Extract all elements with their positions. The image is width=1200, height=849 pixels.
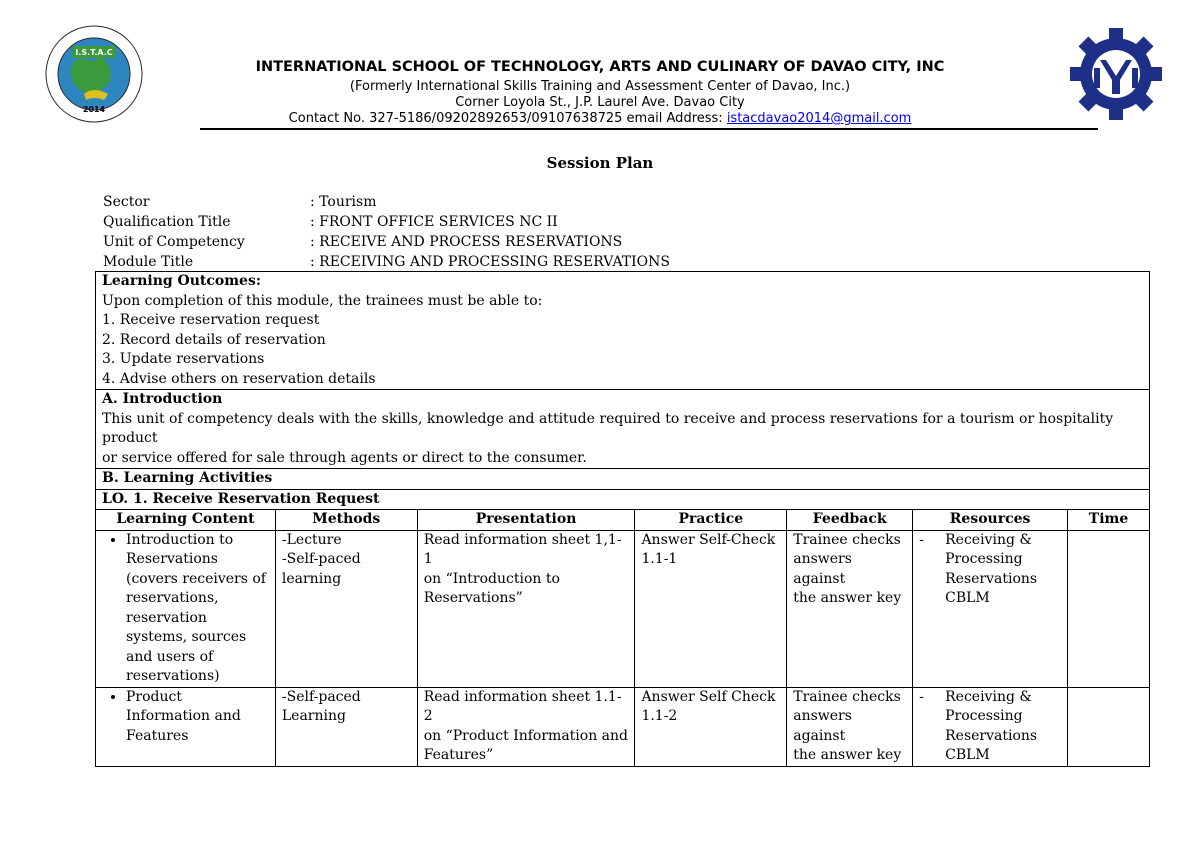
presentation-line: on “Product Information and — [423, 727, 628, 744]
resources-cell — [913, 687, 1068, 766]
introduction-heading: A. Introduction — [102, 391, 223, 407]
feedback-line: answers against — [793, 551, 852, 587]
logo-abbr-text: I.S.T.A.C — [75, 48, 113, 57]
content-line: reservations, — [126, 590, 219, 606]
logo-year-text: 2014 — [82, 105, 106, 114]
lo-heading-row — [96, 489, 1150, 510]
introduction-cell — [96, 390, 1150, 469]
resources-line: Receiving & — [945, 531, 1032, 548]
learning-outcomes-row — [96, 272, 1150, 390]
school-contact — [150, 111, 1050, 126]
page-title: Session Plan — [546, 154, 654, 172]
methods-line: -Self-paced — [281, 688, 361, 705]
methods-line: -Self-paced — [281, 551, 361, 567]
introduction-text: or service offered for sale through agents or direct to the consumer. — [102, 449, 587, 466]
resources-dash: - — [919, 688, 924, 705]
contact-text: Contact No. 327-5186/09202892653/09107638725 email Address: — [288, 111, 727, 126]
table-header-row — [96, 510, 1150, 531]
practice-line: Answer Self Check — [641, 688, 776, 705]
presentation-cell — [417, 530, 635, 687]
presentation-cell — [417, 687, 635, 766]
meta-value: : RECEIVE AND PROCESS RESERVATIONS — [310, 234, 623, 250]
column-header: Time — [1068, 510, 1150, 531]
learning-content-cell — [96, 530, 276, 687]
content-line: Information and — [126, 708, 241, 724]
column-header: Practice — [635, 510, 787, 531]
content-line: systems, sources — [126, 629, 247, 645]
column-header: Resources — [913, 510, 1068, 531]
column-header: Presentation — [417, 510, 635, 531]
methods-line: -Lecture — [281, 531, 342, 548]
table-row — [96, 687, 1150, 766]
feedback-line: the answer key — [793, 590, 902, 606]
school-formerly: (Formerly International Skills Training and Assessment Center of Davao, Inc.) — [349, 79, 851, 94]
feedback-line: answers against — [793, 708, 852, 744]
feedback-line: Trainee checks — [793, 688, 901, 705]
resources-line: Reservations — [945, 727, 1038, 744]
istac-logo-icon — [44, 24, 144, 124]
time-cell — [1068, 687, 1150, 766]
practice-line: 1.1-2 — [641, 708, 678, 724]
feedback-cell — [787, 687, 913, 766]
learning-outcomes-cell — [96, 272, 1150, 390]
outcome-item: 1. Receive reservation request — [102, 312, 320, 328]
introduction-text: This unit of competency deals with the skills, knowledge and attitude required to receive and process reservations for a tourism or hospitality product — [102, 410, 1114, 446]
learning-content-cell — [96, 687, 276, 766]
feedback-line: the answer key — [793, 747, 902, 763]
meta-key: Qualification Title — [103, 214, 231, 230]
methods-line: Learning — [281, 708, 346, 724]
content-line: Reservations — [126, 551, 218, 567]
content-line: (covers receivers of — [126, 570, 266, 587]
methods-cell — [275, 530, 417, 687]
methods-line: learning — [281, 570, 342, 587]
outcome-item: 3. Update reservations — [102, 351, 265, 367]
meta-value: : FRONT OFFICE SERVICES NC II — [310, 214, 558, 230]
practice-line: Answer Self-Check — [641, 531, 776, 548]
column-header: Feedback — [787, 510, 913, 531]
list-item — [126, 688, 269, 747]
content-line: reservation — [126, 609, 207, 626]
column-header: Learning Content — [96, 510, 276, 531]
school-name: INTERNATIONAL SCHOOL OF TECHNOLOGY, ARTS AND CULINARY OF DAVAO CITY, INC — [255, 59, 945, 75]
resources-line: CBLM — [945, 590, 990, 606]
resources-line: Reservations — [945, 570, 1038, 587]
methods-cell — [275, 687, 417, 766]
presentation-line: on “Introduction to — [423, 570, 560, 587]
meta-key: Sector — [103, 194, 150, 210]
list-item — [126, 531, 269, 687]
header-divider — [200, 128, 1098, 130]
content-line: and users of — [126, 648, 214, 665]
column-header: Methods — [275, 510, 417, 531]
introduction-row — [96, 390, 1150, 469]
outcome-item: 2. Record details of reservation — [102, 331, 326, 348]
resources-line: Receiving & — [945, 688, 1032, 705]
feedback-cell — [787, 530, 913, 687]
presentation-line: Read information sheet 1,1-1 — [423, 531, 622, 567]
feedback-line: Trainee checks — [793, 531, 901, 548]
presentation-line: Reservations” — [423, 590, 523, 606]
resources-cell — [913, 530, 1068, 687]
activities-heading-row — [96, 469, 1150, 490]
resources-line: Processing — [945, 551, 1023, 567]
meta-key: Unit of Competency — [103, 234, 245, 250]
resources-dash: - — [919, 531, 924, 548]
meta-value: : Tourism — [310, 194, 377, 210]
practice-cell — [635, 530, 787, 687]
outcome-item: 4. Advise others on reservation details — [102, 370, 376, 387]
meta-key: Module Title — [103, 254, 194, 270]
time-cell — [1068, 530, 1150, 687]
school-address: Corner Loyola St., J.P. Laurel Ave. Davao City — [455, 95, 745, 110]
presentation-line: Read information sheet 1.1-2 — [423, 688, 622, 724]
content-line: Features — [126, 727, 189, 744]
practice-cell — [635, 687, 787, 766]
presentation-line: Features” — [423, 747, 494, 763]
email-link[interactable]: istacdavao2014@gmail.com — [726, 111, 912, 126]
meta-value: : RECEIVING AND PROCESSING RESERVATIONS — [310, 254, 670, 270]
content-line: • Introduction to — [126, 531, 234, 548]
content-line: • Product — [126, 688, 182, 705]
resources-line: Processing — [945, 708, 1023, 724]
table-row — [96, 530, 1150, 687]
tesda-gear-icon — [1064, 24, 1168, 124]
content-line: reservations) — [126, 668, 220, 684]
activities-heading: B. Learning Activities — [96, 469, 1150, 490]
learning-outcomes-heading: Learning Outcomes: — [102, 273, 262, 289]
resources-line: CBLM — [945, 747, 990, 763]
practice-line: 1.1-1 — [641, 551, 678, 567]
lo-heading: LO. 1. Receive Reservation Request — [96, 489, 1150, 510]
session-plan-table — [95, 271, 1150, 767]
learning-outcomes-intro: Upon completion of this module, the trainees must be able to: — [102, 292, 543, 309]
